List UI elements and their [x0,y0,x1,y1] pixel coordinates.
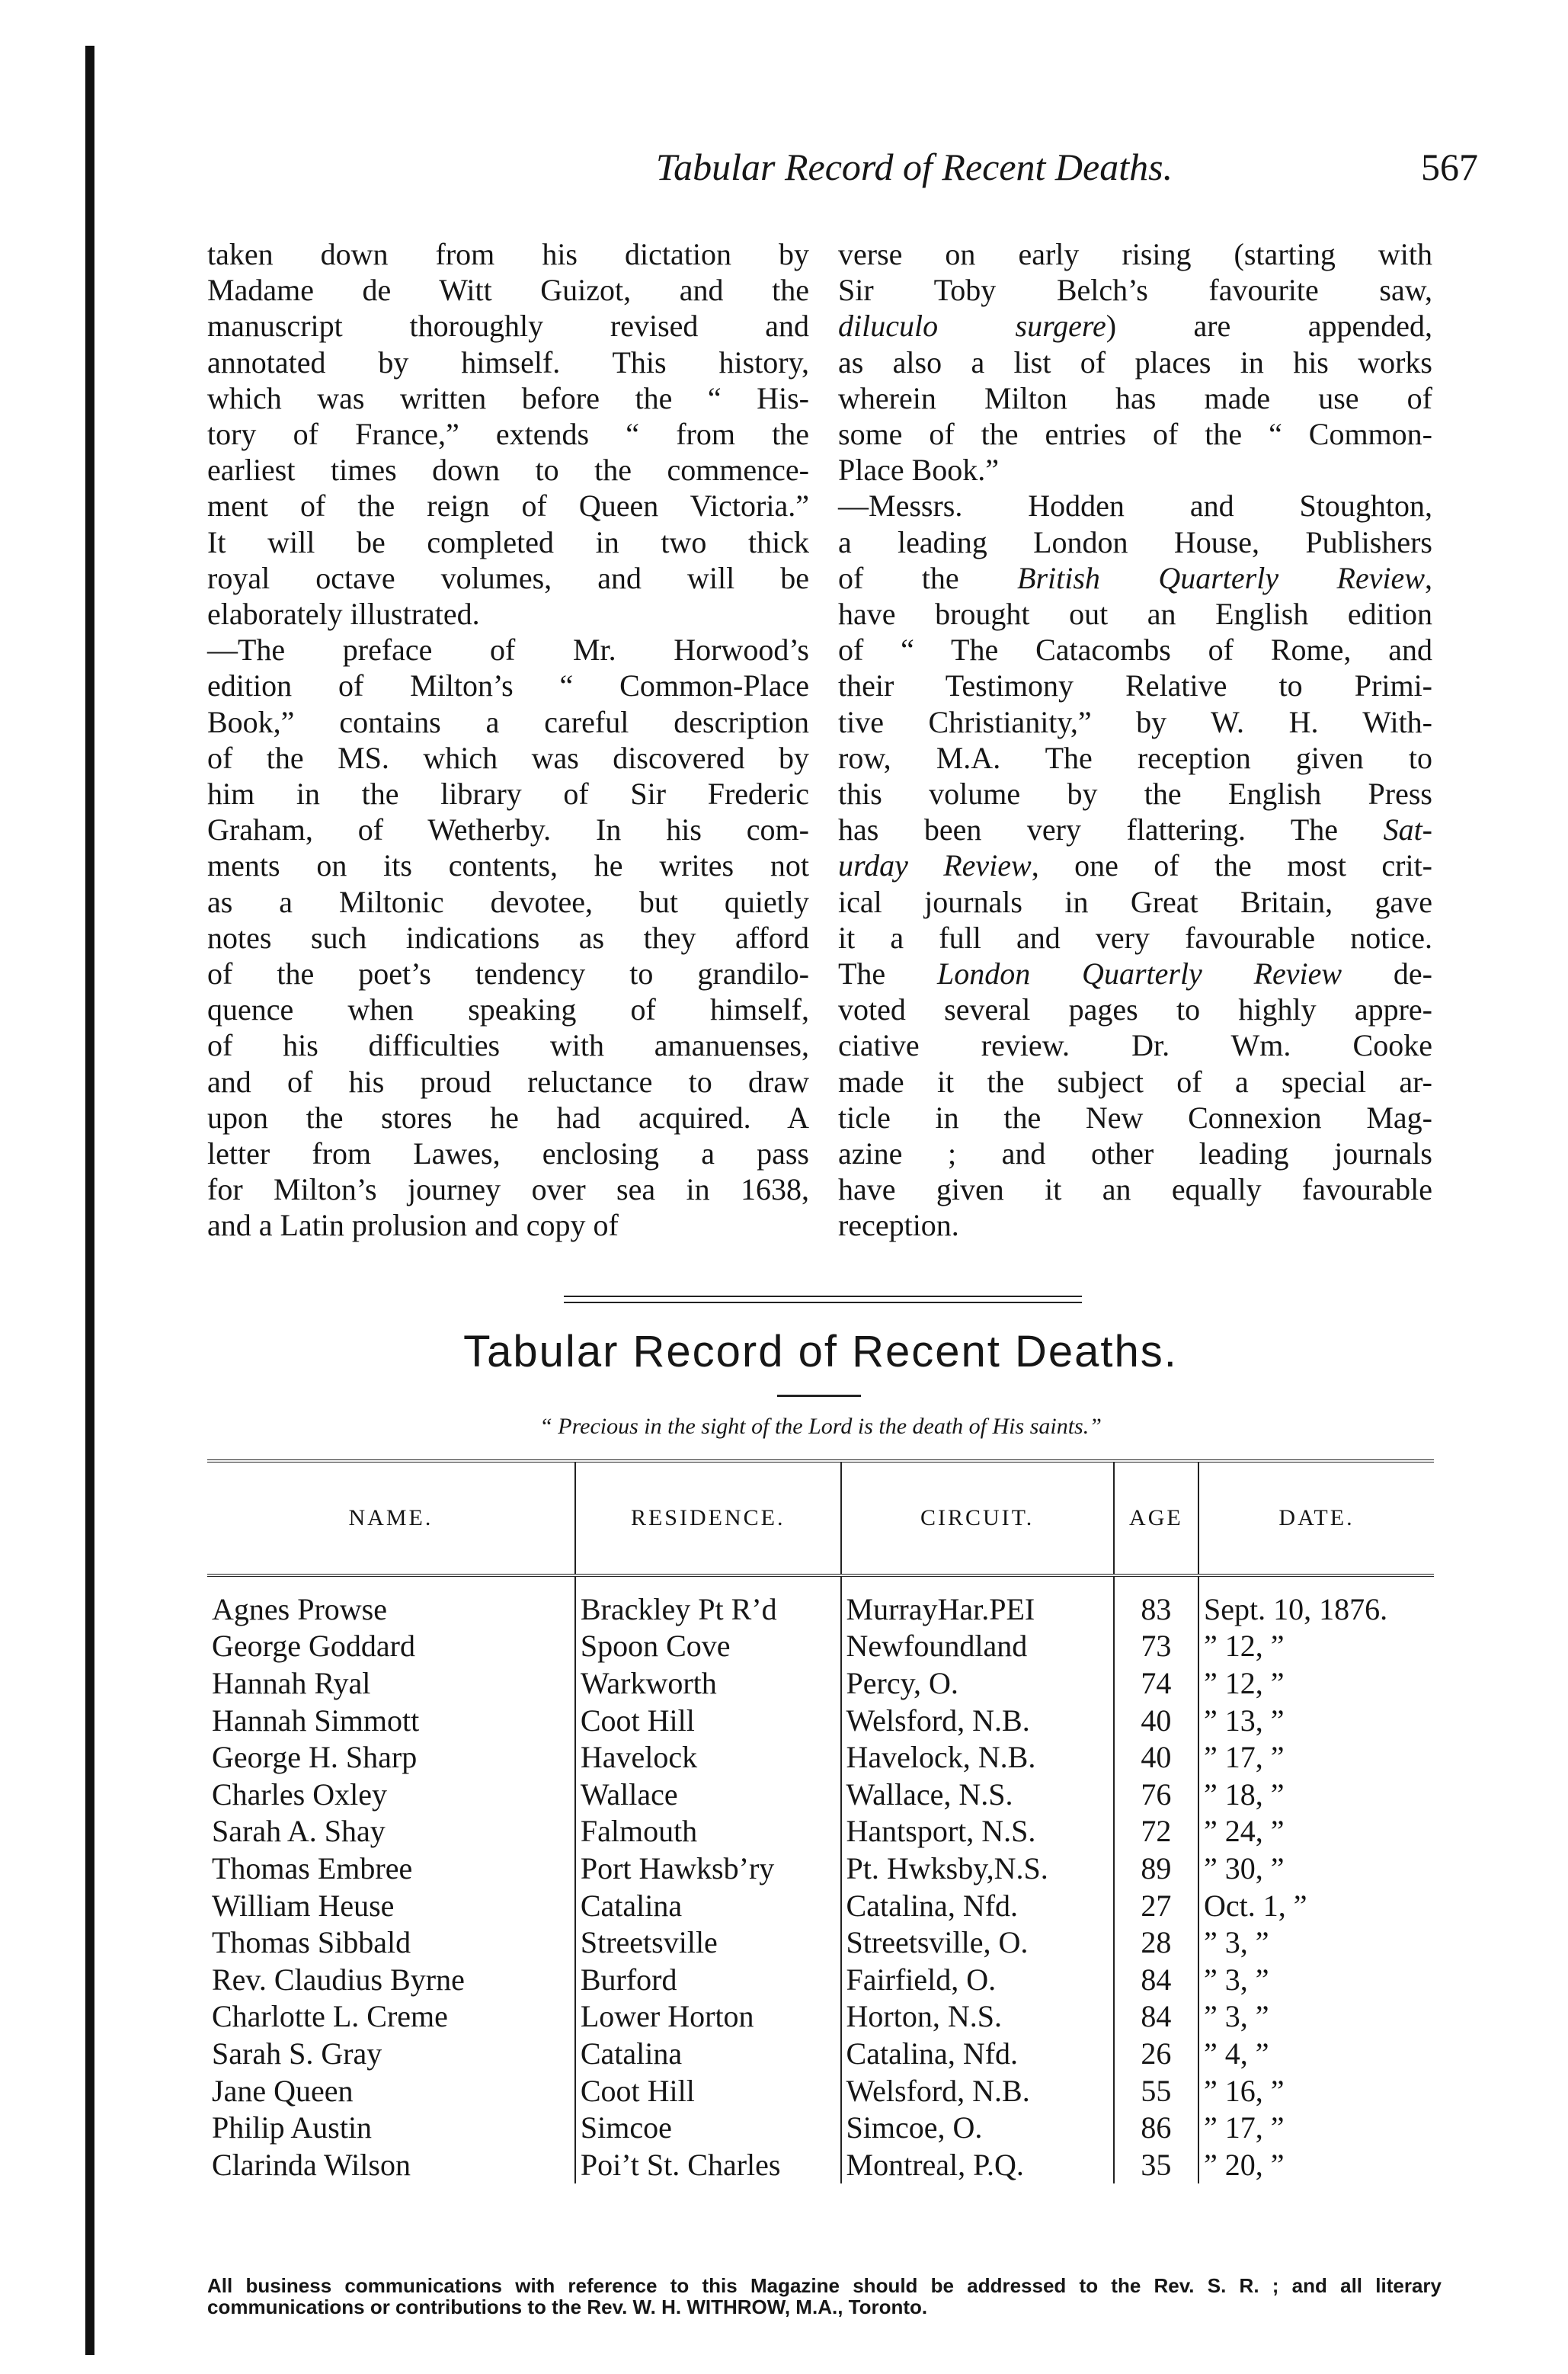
text-line: taken down from his dictation by [207,237,809,271]
cell-age: 55 [1114,2072,1198,2110]
text-line: notes such indications as they afford [207,920,809,955]
cell-residence: Spoon Cove [575,1628,841,1665]
running-head: Tabular Record of Recent Deaths. [655,146,1173,188]
table-header-row [207,1461,1434,1575]
text-line: of “ The Catacombs of Rome, and [838,633,1432,668]
cell-date: ” 17, ” [1198,1738,1434,1776]
text-line: ciative review. Dr. Wm. Cooke [838,1028,1432,1063]
text-line: row, M.A. The reception given to [838,740,1432,775]
text-line: their Testimony Relative to Primi- [838,668,1432,703]
text-line: quence when speaking of himself, [207,992,809,1027]
text-line: some of the entries of the “ Common- [838,417,1432,452]
page-number: 567 [1421,146,1478,188]
cell-residence: Coot Hill [575,2072,841,2110]
cell-circuit: Welsford, N.B. [841,2072,1114,2110]
text-line: royal octave volumes, and will be [207,560,809,595]
cell-age: 86 [1114,2109,1198,2146]
cell-age: 26 [1114,2035,1198,2072]
cell-name: Jane Queen [212,2073,354,2108]
cell-residence: Havelock [575,1738,841,1776]
table-row [207,1702,1434,1739]
table-row [207,2072,1434,2110]
cell-circuit: Simcoe, O. [841,2109,1114,2146]
table-row [207,1924,1434,1961]
table-row [207,1664,1434,1702]
cell-residence: Wallace [575,1776,841,1813]
cell-age: 73 [1114,1628,1198,1665]
cell-date: ” 16, ” [1198,2072,1434,2110]
text-line: edition of Milton’s “ Common-Place [207,668,809,703]
text-line: verse on early rising (starting with [838,237,1432,271]
cell-circuit: Streetsville, O. [841,1924,1114,1961]
left-text-column [207,236,809,1244]
cell-name: George Goddard [212,1629,415,1664]
cell-circuit: Newfoundland [841,1628,1114,1665]
text-line: manuscript thoroughly revised and [207,309,809,344]
cell-residence: Catalina [575,1887,841,1924]
cell-date: ” 20, ” [1198,2146,1434,2183]
text-line: of the British Quarterly Review, [838,560,1432,595]
text-line: of the poet’s tendency to grandilo- [207,956,809,992]
cell-age: 27 [1114,1887,1198,1924]
text-line: Sir Toby Belch’s favourite saw, [838,273,1432,308]
text-line: ical journals in Great Britain, gave [838,884,1432,919]
table-row [207,2109,1434,2146]
table-row [207,1628,1434,1665]
cell-circuit: Fairfield, O. [841,1961,1114,1998]
cell-name: Sarah S. Gray [212,2036,382,2071]
cell-age: 28 [1114,1924,1198,1961]
text-line: letter from Lawes, enclosing a pass [207,1136,809,1171]
cell-name: Charles Oxley [212,1776,387,1812]
text-line: upon the stores he had acquired. A [207,1100,809,1135]
cell-name: Sarah A. Shay [212,1814,386,1849]
table-row [207,1776,1434,1813]
cell-date: Sept. 10, 1876. [1198,1575,1434,1628]
cell-date: ” 24, ” [1198,1813,1434,1850]
text-line: and of his proud reluctance to draw [207,1064,809,1099]
cell-residence: Coot Hill [575,1702,841,1739]
text-line: earliest times down to the commence- [207,453,809,488]
table-row [207,1961,1434,1998]
text-line: ments on its contents, he writes not [207,848,809,883]
cell-date: ” 30, ” [1198,1850,1434,1887]
text-line: diluculo surgere) are appended, [838,309,1432,344]
table-row [207,1998,1434,2036]
cell-date: ” 13, ” [1198,1702,1434,1739]
text-line: Book,” contains a careful description [207,704,809,739]
cell-date: ” 3, ” [1198,1998,1434,2036]
cell-date: ” 3, ” [1198,1961,1434,1998]
cell-circuit: Pt. Hwksby,N.S. [841,1850,1114,1887]
cell-residence: Simcoe [575,2109,841,2146]
cell-date: ” 17, ” [1198,2109,1434,2146]
section-divider [564,1296,1082,1303]
text-line: this volume by the English Press [838,777,1432,812]
cell-residence: Catalina [575,2035,841,2072]
deaths-table [207,1459,1434,2183]
text-line: —The preface of Mr. Horwood’s [207,633,809,668]
text-line: which was written before the “ His- [207,380,809,415]
cell-circuit: Wallace, N.S. [841,1776,1114,1813]
text-line: azine ; and other leading journals [838,1136,1432,1171]
text-line: The London Quarterly Review de- [838,956,1432,992]
cell-residence: Brackley Pt R’d [575,1575,841,1628]
cell-date: ” 12, ” [1198,1664,1434,1702]
text-line: for Milton’s journey over sea in 1638, [207,1172,809,1207]
cell-name: Thomas Sibbald [212,1925,411,1960]
cell-age: 84 [1114,1961,1198,1998]
text-line: tory of France,” extends “ from the [207,417,809,452]
cell-circuit: Horton, N.S. [841,1998,1114,2036]
cell-name: Charlotte L. Creme [212,1999,448,2034]
cell-age: 35 [1114,2146,1198,2183]
text-line: him in the library of Sir Frederic [207,777,809,812]
cell-circuit: Welsford, N.B. [841,1702,1114,1739]
text-line: wherein Milton has made use of [838,380,1432,415]
cell-date: ” 3, ” [1198,1924,1434,1961]
cell-date: ” 4, ” [1198,2035,1434,2072]
cell-name: Philip Austin [212,2110,373,2145]
cell-name: Agnes Prowse [212,1591,387,1626]
table-row [207,1575,1434,1628]
text-line: it a full and very favourable notice. [838,920,1432,955]
header-name: NAME. [207,1461,575,1575]
cell-age: 84 [1114,1998,1198,2036]
cell-name: Hannah Simmott [212,1703,420,1738]
table-row [207,2035,1434,2072]
table-row [207,1813,1434,1850]
text-line: have brought out an English edition [838,597,1432,632]
cell-circuit: MurrayHar.PEI [841,1575,1114,1628]
cell-date: ” 18, ” [1198,1776,1434,1813]
cell-circuit: Catalina, Nfd. [841,2035,1114,2072]
text-line: urday Review, one of the most crit- [838,848,1433,883]
table-row [207,1738,1434,1776]
text-line: as also a list of places in his works [838,344,1432,380]
table-row [207,1850,1434,1887]
cell-residence: Streetsville [575,1924,841,1961]
text-line: ticle in the New Connexion Mag- [838,1100,1432,1135]
text-line: elaborately illustrated. [207,597,480,632]
header-date: DATE. [1198,1461,1434,1575]
title-rule [777,1395,861,1397]
cell-age: 74 [1114,1664,1198,1702]
text-line: Graham, of Wetherby. In his com- [207,812,809,847]
text-line: ment of the reign of Queen Victoria.” [207,489,809,524]
text-line: have given it an equally favourable [838,1172,1432,1207]
text-line: annotated by himself. This history, [207,344,809,380]
cell-age: 89 [1114,1850,1198,1887]
text-line: tive Christianity,” by W. H. With- [838,704,1432,739]
cell-residence: Warkworth [575,1664,841,1702]
table-row [207,2146,1434,2183]
cell-age: 83 [1114,1575,1198,1628]
binding-edge [85,46,94,2355]
cell-circuit: Havelock, N.B. [841,1738,1114,1776]
text-line: Place Book.” [838,453,1000,488]
cell-age: 76 [1114,1776,1198,1813]
cell-age: 72 [1114,1813,1198,1850]
text-line: Madame de Witt Guizot, and the [207,273,809,308]
cell-circuit: Montreal, P.Q. [841,2146,1114,2183]
header-residence: RESIDENCE. [575,1461,841,1575]
text-line: of the MS. which was discovered by [207,740,809,775]
cell-residence: Falmouth [575,1813,841,1850]
footnote: All business communications with reference to this Magazine should be addressed to the Rev. S. R. ; and all literary communications or contributions to the Rev. W. H. WITHROW, M.A., Toronto. [207,2274,1442,2318]
cell-date: ” 12, ” [1198,1628,1434,1665]
right-text-column [838,236,1432,1244]
header-circuit: CIRCUIT. [841,1461,1114,1575]
cell-circuit: Catalina, Nfd. [841,1887,1114,1924]
cell-circuit: Hantsport, N.S. [841,1813,1114,1850]
table-row [207,1887,1434,1924]
text-line: reception. [838,1208,959,1243]
text-line: as a Miltonic devotee, but quietly [207,884,809,919]
header-age: AGE [1114,1461,1198,1575]
cell-circuit: Percy, O. [841,1664,1114,1702]
table-title: Tabular Record of Recent Deaths. [463,1327,1178,1376]
text-line: and a Latin prolusion and copy of [207,1208,619,1243]
text-line: a leading London House, Publishers [838,524,1432,559]
cell-age: 40 [1114,1738,1198,1776]
cell-name: Rev. Claudius Byrne [212,1962,465,1997]
text-line: It will be completed in two thick [207,524,809,559]
cell-age: 40 [1114,1702,1198,1739]
text-line: voted several pages to highly appre- [838,992,1432,1027]
cell-residence: Poi’t St. Charles [575,2146,841,2183]
cell-name: Clarinda Wilson [212,2147,411,2182]
cell-date: Oct. 1, ” [1198,1887,1434,1924]
cell-residence: Port Hawksb’ry [575,1850,841,1887]
text-line: of his difficulties with amanuenses, [207,1028,809,1063]
text-line: made it the subject of a special ar- [838,1064,1432,1099]
text-line: —Messrs. Hodden and Stoughton, [838,489,1432,524]
cell-name: Hannah Ryal [212,1665,371,1700]
cell-name: William Heuse [212,1888,395,1923]
motto: “ Precious in the sight of the Lord is the death of His saints.” [539,1414,1102,1439]
cell-residence: Lower Horton [575,1998,841,2036]
cell-name: Thomas Embree [212,1850,413,1885]
cell-residence: Burford [575,1961,841,1998]
cell-name: George H. Sharp [212,1740,418,1775]
text-line: has been very flattering. The Sat- [838,812,1432,847]
